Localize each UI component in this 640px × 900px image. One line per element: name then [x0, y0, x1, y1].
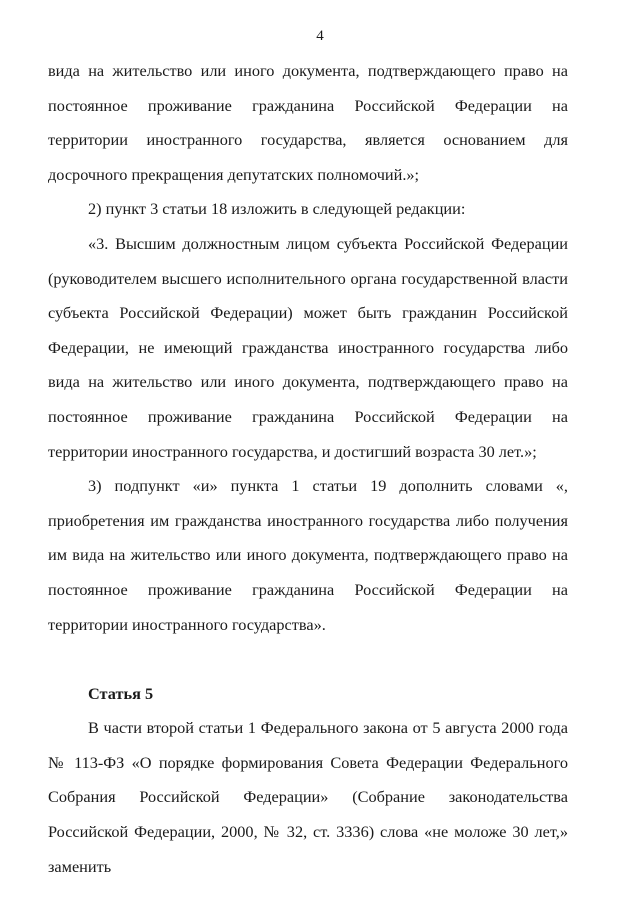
page-number: 4	[316, 28, 324, 44]
paragraph-item-2: 2) пункт 3 статьи 18 изложить в следующей редакции:	[88, 199, 466, 219]
article-heading: Статья 5	[88, 683, 154, 703]
paragraph-quote-item-3: «3. Высшим должностным лицом субъекта Российской Федерации (руководителем высшего исполнительного органа государственной власти субъекта Российской Федерации) может быть гражданин Российской Федерации, не имеющий гражданства иностранного государства либо вида на жительство или иного документа, подтверждающего право на постоянное проживание гражданина Российской Федерации на территории иностранного государства, и достигший возраста 30 лет.»;	[48, 233, 568, 461]
document-body	[48, 54, 568, 884]
paragraph-continuation: вида на жительство или иного документа, подтверждающего право на постоянное проживание гражданина Российской Федерации на территории иностранного государства, является основанием для досрочного прекращения депутатских полномочий.»;	[48, 61, 568, 184]
article-paragraph: В части второй статьи 1 Федерального закона от 5 августа 2000 года № 113-ФЗ «О порядке формирования Совета Федерации Федерального Собрания Российской Федерации» (Собрание законодательства Российской Федерации, 2000, № 32, ст. 3336) слова «не моложе 30 лет,» заменить	[48, 718, 568, 876]
paragraph-item-3: 3) подпункт «и» пункта 1 статьи 19 дополнить словами «, приобретения им гражданства иностранного государства либо получения им вида на жительство или иного документа, подтверждающего право на постоянное проживание гражданина Российской Федерации на территории иностранного государства».	[48, 476, 568, 634]
